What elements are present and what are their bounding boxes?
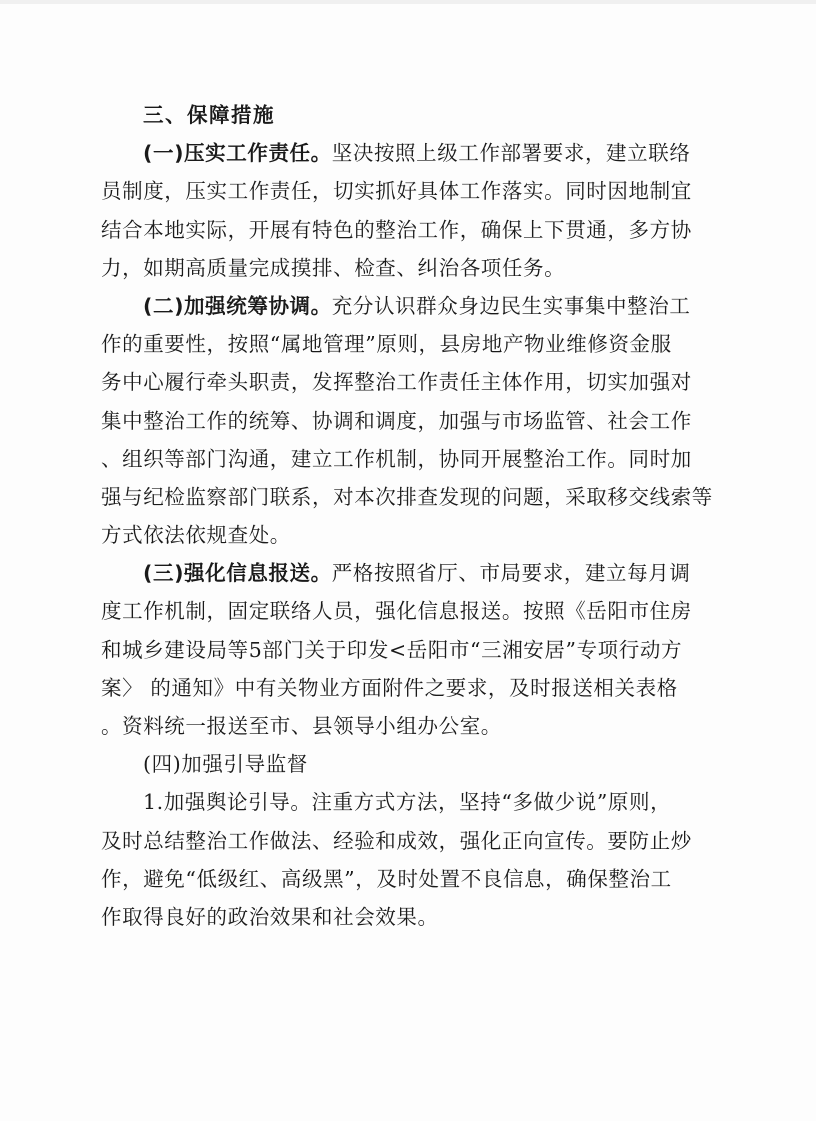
- paragraph-3-line: 度工作机制，固定联络人员，强化信息报送。按照《岳阳市住房: [101, 599, 692, 624]
- paragraph-3-line: 。资料统一报送至市、县领导小组办公室。: [101, 714, 502, 738]
- document-body: [101, 96, 716, 936]
- paragraph-2-line: 作的重要性，按照“属地管理”原则，县房地产物业维修资金服: [101, 332, 672, 357]
- paragraph-5-line: 作，避免“低级红、高级黑”，及时处置不良信息，确保整治工: [101, 866, 672, 891]
- paragraph-5-text: 注重方式方法，坚持“多做少说”原则，: [311, 790, 672, 815]
- paragraph-3-line: 和城乡建设局等5部门关于印发<岳阳市“三湘安居”专项行动方: [101, 637, 683, 662]
- paragraph-1-line: 结合本地实际，开展有特色的整治工作，确保上下贯通，多方协: [101, 217, 692, 242]
- paragraph-2-line: 、组织等部门沟通，建立工作机制，协同开展整治工作。同时加: [101, 446, 692, 471]
- section-heading: 三、保障措施: [143, 103, 275, 127]
- paragraph-1-lead: (一)压实工作责任。: [143, 141, 332, 166]
- subsection-heading: (四)加强引导监督: [143, 752, 308, 777]
- paragraph-2-line: 方式依法依规查处。: [101, 523, 291, 548]
- paragraph-2-lead: (二)加强统筹协调。: [143, 293, 332, 318]
- scan-edge: [0, 0, 816, 4]
- paragraph-1-line-1: [101, 134, 716, 172]
- paragraph-1-line: 力，如期高质量完成摸排、检查、纠治各项任务。: [101, 255, 566, 280]
- paragraph-5-line-1: [101, 783, 716, 821]
- paragraph-3-lead: (三)强化信息报送。: [143, 561, 332, 586]
- paragraph-5-line: 及时总结整治工作做法、经验和成效，强化正向宣传。要防止炒: [101, 828, 692, 853]
- paragraph-5-line: 作取得良好的政治效果和社会效果。: [101, 904, 439, 929]
- paragraph-2-text: 充分认识群众身边民生实事集中整治工: [331, 293, 691, 318]
- paragraph-2-line: 务中心履行牵头职责，发挥整治工作责任主体作用，切实加强对: [101, 370, 692, 395]
- paragraph-2-line: 集中整治工作的统筹、协调和调度，加强与市场监管、社会工作: [101, 408, 692, 433]
- paragraph-3-line: 案〉 的通知》中有关物业方面附件之要求，及时报送相关表格: [101, 675, 678, 700]
- paragraph-3-text: 严格按照省厅、市局要求，建立每月调: [331, 561, 691, 586]
- paragraph-1-line: 员制度，压实工作责任，切实抓好具体工作落实。同时因地制宜: [101, 179, 692, 204]
- paragraph-2-line: 强与纪检监察部门联系，对本次排查发现的问题，采取移交线索等: [101, 484, 713, 509]
- paragraph-3-line-1: [101, 554, 716, 592]
- paragraph-1-text: 坚决按照上级工作部署要求，建立联络: [331, 141, 691, 166]
- paragraph-2-line-1: [101, 287, 716, 325]
- paragraph-5-lead: 1.加强舆论引导。: [143, 790, 312, 815]
